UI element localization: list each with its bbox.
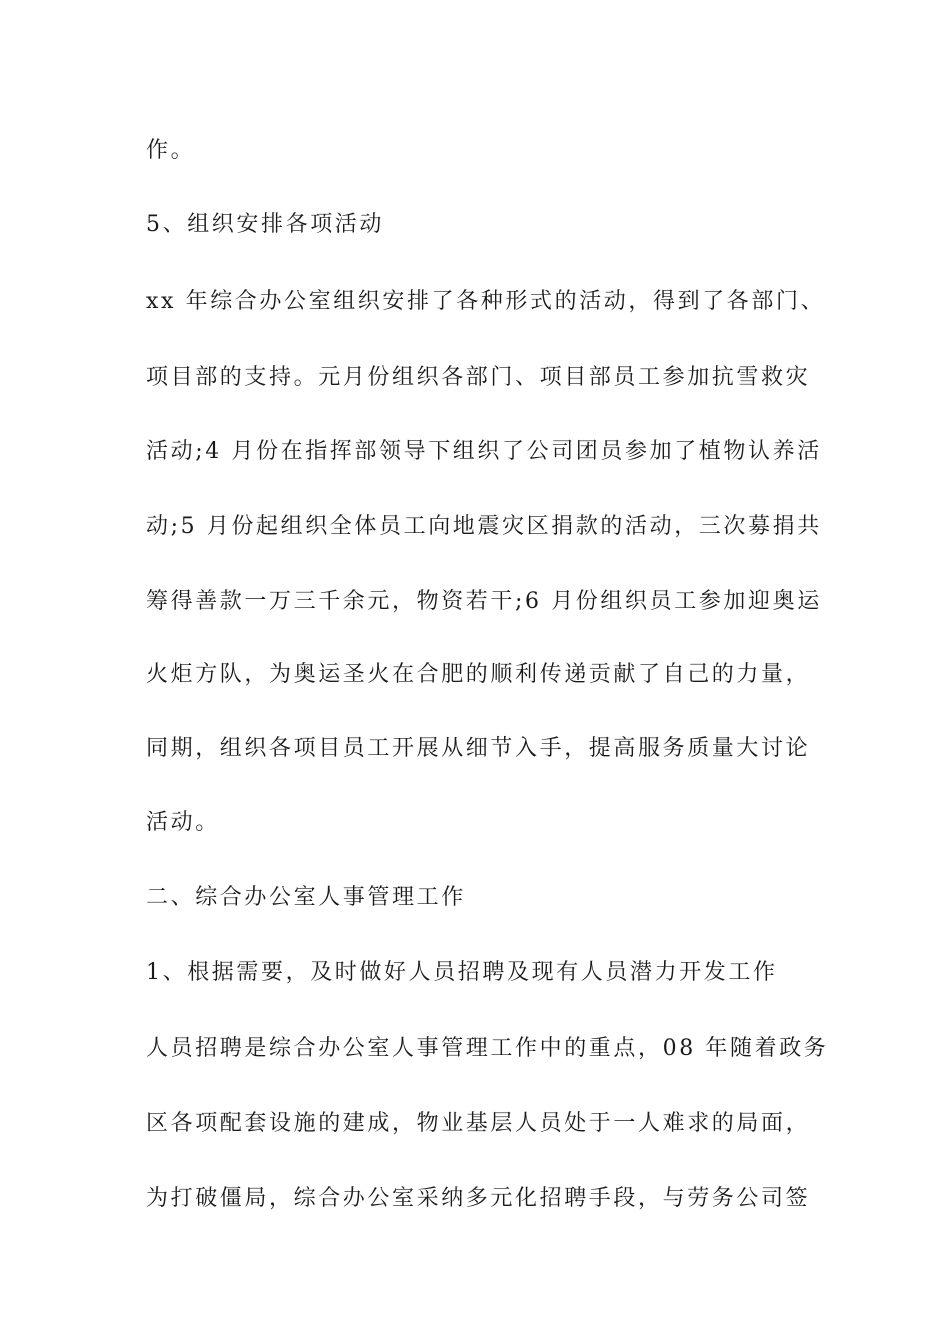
body-text-line: 区各项配套设施的建成，物业基层人员处于一人难求的局面， [146,1111,811,1136]
body-text-line: 项目部的支持。元月份组织各部门、项目部员工参加抗雪救灾 [146,365,811,390]
body-text-line: 筹得善款一万三千余元，物资若干;6 月份组织员工参加迎奥运 [146,589,822,614]
section-heading-hr-management: 二、综合办公室人事管理工作 [146,885,466,910]
body-text-line: 活动;4 月份在指挥部领导下组织了公司团员参加了植物认养活 [146,439,822,464]
body-text-line: 火炬方队，为奥运圣火在合肥的顺利传递贡献了自己的力量， [146,662,811,687]
subsection-heading-recruitment: 1、根据需要，及时做好人员招聘及现有人员潜力开发工作 [146,960,778,985]
paragraph-end-line: 作。 [146,138,196,163]
body-text-line: xx 年综合办公室组织安排了各种形式的活动，得到了各部门、 [146,289,826,314]
body-text-line: 为打破僵局，综合办公室采纳多元化招聘手段，与劳务公司签 [146,1186,811,1211]
body-text-line: 动;5 月份起组织全体员工向地震灾区捐款的活动，三次募捐共 [146,514,822,539]
body-text-line: 活动。 [146,810,220,835]
section-heading-activities: 5、组织安排各项活动 [146,212,384,237]
body-text-line: 人员招聘是综合办公室人事管理工作中的重点，08 年随着政务 [146,1036,829,1061]
body-text-line: 同期，组织各项目员工开展从细节入手，提高服务质量大讨论 [146,736,811,761]
